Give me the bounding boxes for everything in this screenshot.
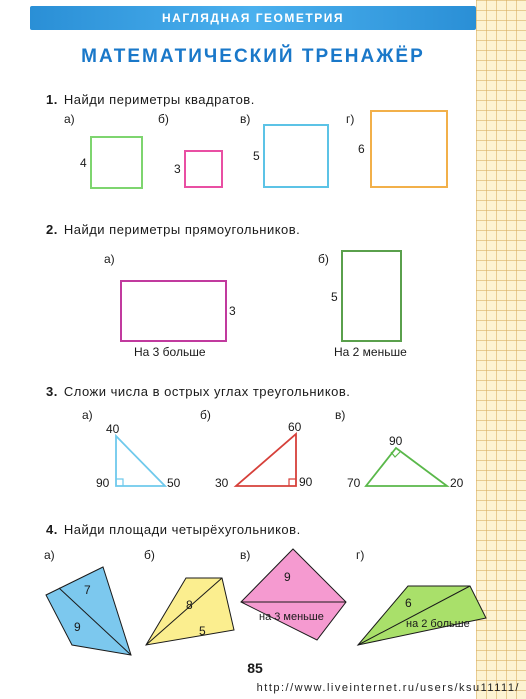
task-1-letter-a: а) [64,112,75,126]
task-4-letter-v: в) [240,548,251,562]
task-3-letter-a: а) [82,408,93,422]
rectangle-b-side: 5 [331,290,338,304]
task-3-number: 3. [46,384,58,399]
quad-g-label-top: 6 [405,596,412,610]
task-4-letter-b: б) [144,548,155,562]
square-a-side: 4 [80,156,87,170]
section-header-text: НАГЛЯДНАЯ ГЕОМЕТРИЯ [162,11,344,25]
triangle-v-left-label: 70 [347,476,361,490]
triangle-a-acute-label: 50 [167,476,181,490]
task-3-text: Сложи числа в острых углах треугольников. [63,384,351,399]
task-4-number: 4. [46,522,58,537]
quad-g [358,586,486,645]
triangle-v-right-label: 20 [450,476,464,490]
triangle-a-top-label: 40 [106,422,120,436]
triangle-v-top-label: 90 [389,434,403,448]
quad-b-label-top: 8 [186,598,193,612]
task-2-text: Найди периметры прямоугольников. [63,222,301,237]
square-b-side: 3 [174,162,181,176]
page-title: МАТЕМАТИЧЕСКИЙ ТРЕНАЖЁР [81,46,425,67]
quad-v-label-bottom: на 3 меньше [259,611,324,623]
triangle-b-right-label: 90 [299,475,313,489]
square-v-side: 5 [253,149,260,163]
task-2-letter-b: б) [318,252,329,266]
task-1-number: 1. [46,92,58,107]
triangle-b-top-label: 60 [288,420,302,434]
rectangle-b-note: На 2 меньше [334,345,407,359]
task-1-letter-b: б) [158,112,169,126]
task-3-letter-b: б) [200,408,211,422]
square-g-side: 6 [358,142,365,156]
quad-a [46,567,131,655]
quad-v [241,549,346,640]
task-1-letter-v: в) [240,112,251,126]
task-1-letter-g: г) [346,112,355,126]
quad-b-label-bottom: 5 [199,624,206,638]
task-1-text: Найди периметры квадратов. [63,92,255,107]
quad-v-label-top: 9 [284,570,291,584]
task-2-number: 2. [46,222,58,237]
source-url[interactable]: http://www.liveinternet.ru/users/ksu11111/ [256,682,520,694]
rectangle-a-note: На 3 больше [134,345,206,359]
task-3-letter-v: в) [335,408,346,422]
quad-a-label-bottom: 9 [74,620,81,634]
quad-a-label-top: 7 [84,583,91,597]
rectangle-a-side: 3 [229,304,236,318]
task-4-letter-g: г) [356,548,365,562]
triangle-b-left-label: 30 [215,476,229,490]
task-2-letter-a: а) [104,252,115,266]
triangle-a-right-label: 90 [96,476,110,490]
quad-g-label-bottom: на 2 больше [406,618,470,630]
task-4-text: Найди площади четырёхугольников. [63,522,301,537]
page-number: 85 [247,660,263,676]
task-4-letter-a: а) [44,548,55,562]
